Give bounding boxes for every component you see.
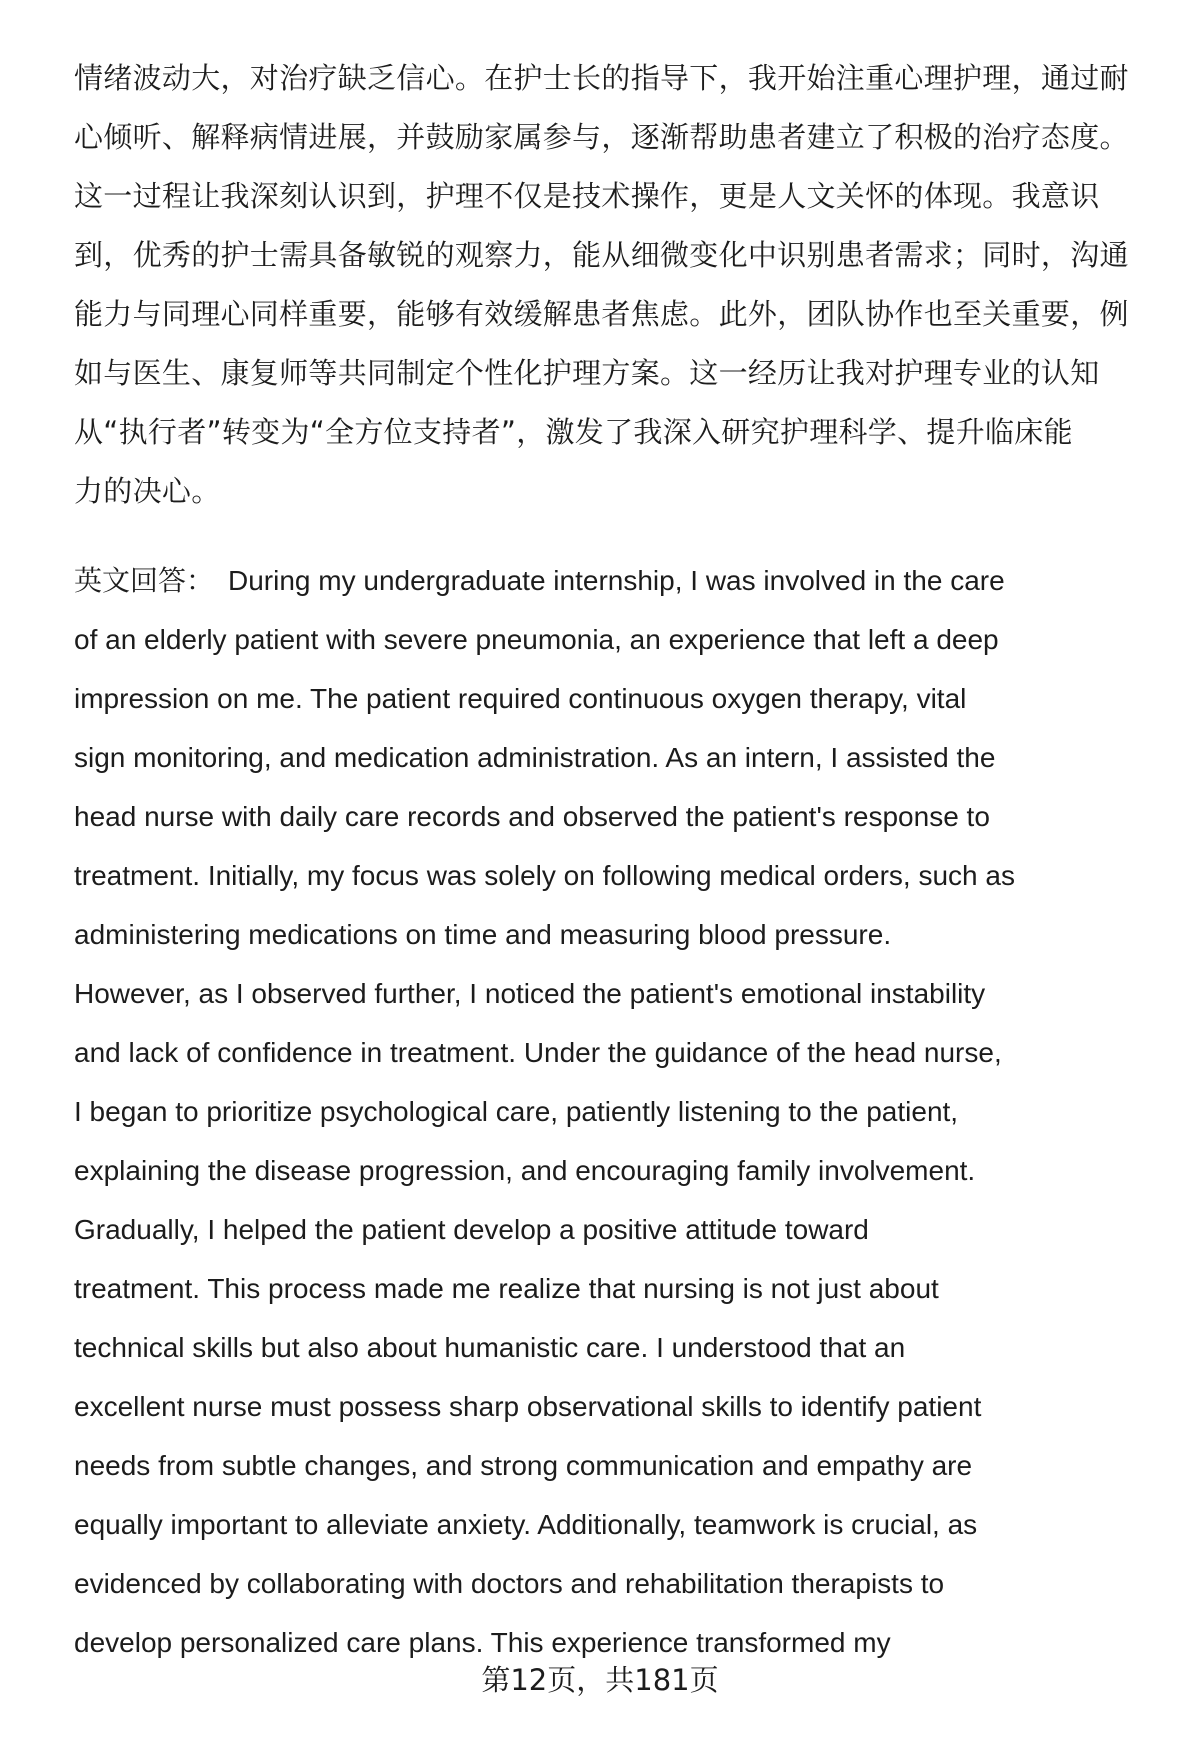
page-number-footer: 第12页，共181页 <box>481 1663 719 1697</box>
paragraph-line: treatment. Initially, my focus was solely on following medical orders, such as <box>74 860 1015 891</box>
paragraph-line: However, as I observed further, I noticed the patient's emotional instability <box>74 978 986 1009</box>
paragraph-line-text: During my undergraduate internship, I was involved in the care <box>228 565 1005 596</box>
paragraph-line: of an elderly patient with severe pneumonia, an experience that left a deep <box>74 624 999 655</box>
english-answer <box>74 551 1174 1672</box>
paragraph-line: impression on me. The patient required continuous oxygen therapy, vital <box>74 683 967 714</box>
paragraph-line: treatment. This process made me realize that nursing is not just about <box>74 1273 939 1304</box>
paragraph-line: excellent nurse must possess sharp observational skills to identify patient <box>74 1391 982 1422</box>
paragraph-line: technical skills but also about humanistic care. I understood that an <box>74 1332 906 1363</box>
paragraph-line: needs from subtle changes, and strong communication and empathy are <box>74 1450 973 1481</box>
paragraph-line: explaining the disease progression, and encouraging family involvement. <box>74 1155 976 1186</box>
paragraph-line: 能力与同理心同样重要，能够有效缓解患者焦虑。此外，团队协作也至关重要，例 <box>74 297 1129 331</box>
paragraph-line: equally important to alleviate anxiety. Additionally, teamwork is crucial, as <box>74 1509 978 1540</box>
paragraph-line: evidenced by collaborating with doctors and rehabilitation therapists to <box>74 1568 945 1599</box>
paragraph-line: Gradually, I helped the patient develop a positive attitude toward <box>74 1214 869 1245</box>
paragraph-line: 到，优秀的护士需具备敏锐的观察力，能从细微变化中识别患者需求；同时，沟通 <box>74 238 1129 272</box>
paragraph-line: 这一过程让我深刻认识到，护理不仅是技术操作，更是人文关怀的体现。我意识 <box>74 179 1100 213</box>
paragraph-line: head nurse with daily care records and observed the patient's response to <box>74 801 990 832</box>
paragraph-line: 情绪波动大，对治疗缺乏信心。在护士长的指导下，我开始注重心理护理，通过耐 <box>74 61 1129 95</box>
chinese-paragraph <box>74 49 1174 521</box>
paragraph-line: sign monitoring, and medication administration. As an intern, I assisted the <box>74 742 996 773</box>
paragraph-line <box>74 551 1174 610</box>
paragraph-line: 力的决心。 <box>74 474 221 508</box>
paragraph-line: 从“执行者”转变为“全方位支持者”，激发了我深入研究护理科学、提升临床能 <box>74 415 1073 449</box>
paragraph-line: 如与医生、康复师等共同制定个性化护理方案。这一经历让我对护理专业的认知 <box>74 356 1100 390</box>
paragraph-line: 心倾听、解释病情进展，并鼓励家属参与，逐渐帮助患者建立了积极的治疗态度。 <box>74 120 1129 154</box>
english-answer-label: 英文回答： <box>74 564 215 597</box>
paragraph-line: develop personalized care plans. This experience transformed my <box>74 1627 891 1658</box>
paragraph-line: I began to prioritize psychological care, patiently listening to the patient, <box>74 1096 959 1127</box>
paragraph-line: administering medications on time and measuring blood pressure. <box>74 919 892 950</box>
paragraph-line: and lack of confidence in treatment. Under the guidance of the head nurse, <box>74 1037 1002 1068</box>
